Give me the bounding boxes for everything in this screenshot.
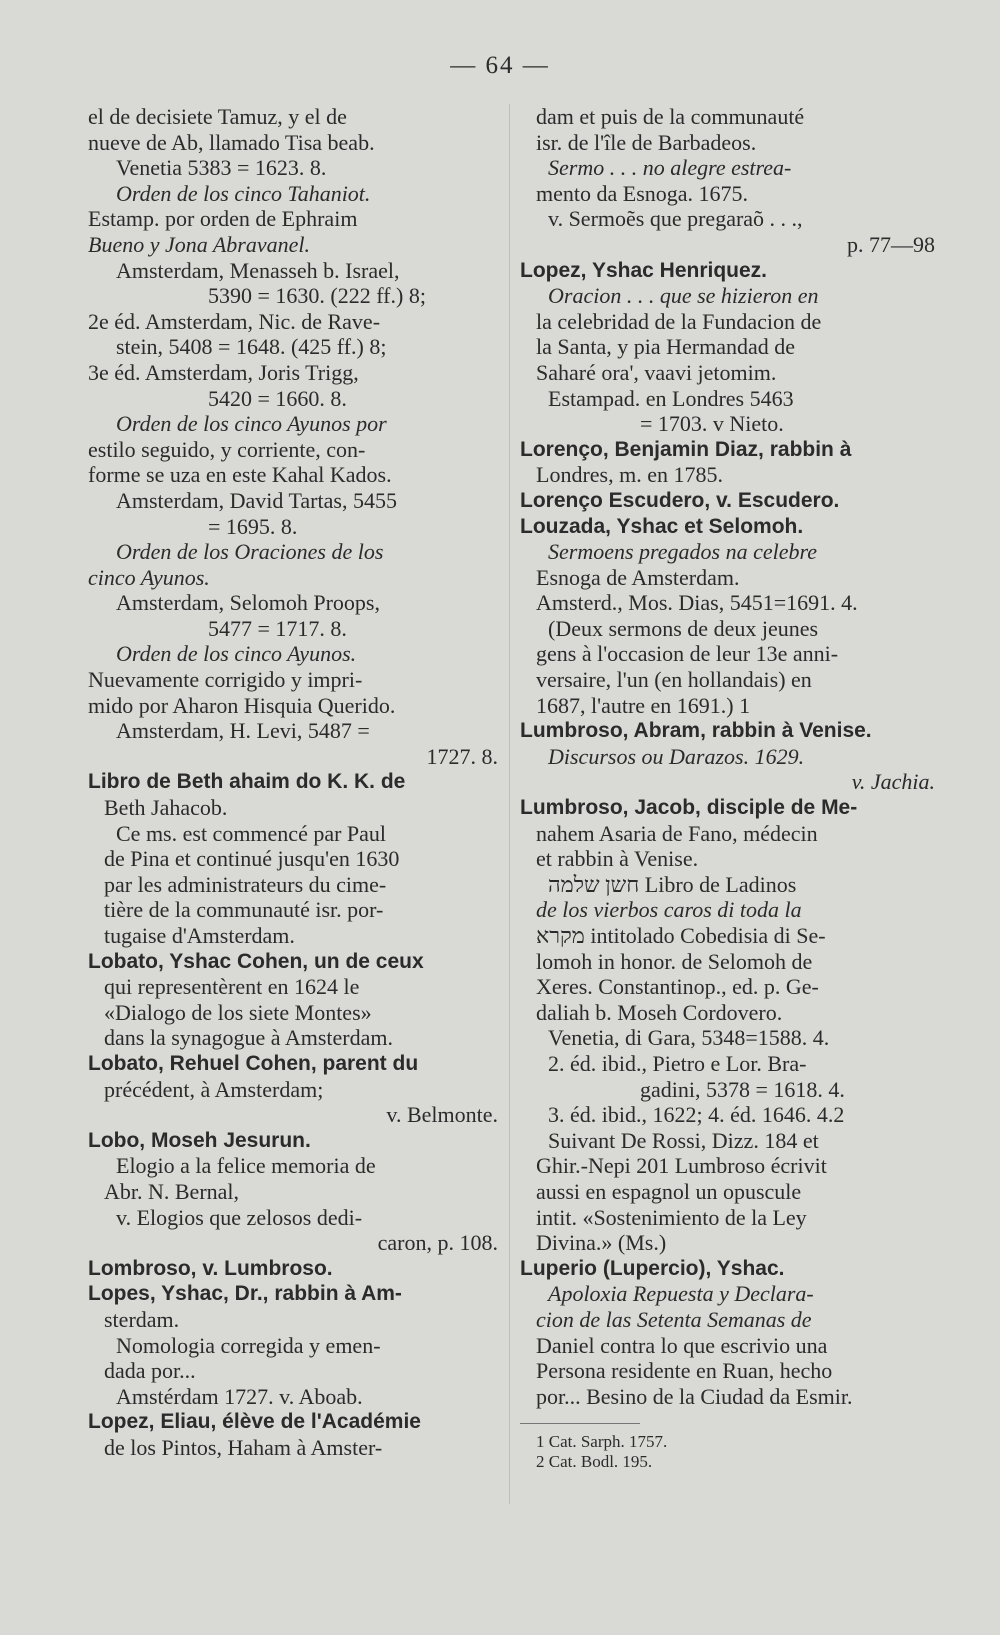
text-line: Estampad. en Londres 5463: [548, 385, 794, 411]
text-line: v. Elogios que zelosos dedi-: [116, 1204, 363, 1230]
text-line: Daniel contra lo que escrivio una: [536, 1332, 828, 1358]
entry-heading: Lobato, Yshac Cohen, un de ceux: [88, 949, 424, 973]
text-line: tière de la communauté isr. por-: [104, 897, 384, 923]
text-line: חשן שלמה Libro de Ladinos: [548, 871, 797, 897]
text-line: 3. éd. ibid., 1622; 4. éd. 1646. 4.2: [548, 1102, 845, 1128]
text-line: la Santa, y pia Hermandad de: [536, 334, 796, 360]
text-line: Ce ms. est commencé par Paul: [116, 820, 387, 846]
text-line: 1687, l'autre en 1691.) 1: [536, 692, 751, 718]
right-column: [520, 104, 935, 1472]
entry-heading: Libro de Beth ahaim do K. K. de: [88, 770, 406, 794]
text-line: Xeres. Constantinop., ed. p. Ge-: [536, 974, 819, 1000]
footnote-rule: [520, 1423, 640, 1424]
text-line: 3e éd. Amsterdam, Joris Trigg,: [88, 359, 359, 385]
entry-heading: Lorenço Escudero, v. Escudero.: [520, 488, 840, 512]
text-line: de Pina et continué jusqu'en 1630: [104, 846, 400, 872]
text-line: lomoh in honor. de Selomoh de: [536, 948, 813, 974]
text-line: = 1695. 8.: [208, 513, 298, 539]
entry-heading: Luperio (Lupercio), Yshac.: [520, 1256, 785, 1280]
text-line: «Dialogo de los siete Montes»: [104, 999, 372, 1025]
text-line: Venetia 5383 = 1623. 8.: [116, 155, 327, 181]
text-line: = 1703. v Nieto.: [640, 411, 784, 437]
text-line: v. Jachia.: [851, 769, 935, 795]
entry-heading: Lobo, Moseh Jesurun.: [88, 1128, 311, 1152]
text-line: par les administrateurs du cime-: [104, 871, 387, 897]
text-line: Saharé ora', vaavi jetomim.: [536, 359, 777, 385]
text-line: Londres, m. en 1785.: [536, 462, 723, 488]
text-line: por... Besino de la Ciudad da Esmir.: [536, 1383, 853, 1409]
text-line: forme se uza en este Kahal Kados.: [88, 462, 392, 488]
text-line: cinco Ayunos.: [88, 564, 210, 590]
entry-heading: Lorenço, Benjamin Diaz, rabbin à: [520, 437, 852, 461]
text-line: dans la synagogue à Amsterdam.: [104, 1025, 393, 1051]
text-line: dam et puis de la communauté: [536, 104, 805, 129]
text-line: (Deux sermons de deux jeunes: [548, 615, 819, 641]
text-line: caron, p. 108.: [377, 1230, 498, 1256]
text-line: v. Belmonte.: [386, 1102, 498, 1128]
text-line: Estamp. por orden de Ephraim: [88, 206, 358, 232]
text-line: aussi en espagnol un opuscule: [536, 1178, 802, 1204]
text-line: daliah b. Moseh Cordovero.: [536, 999, 783, 1025]
text-line: Esnoga de Amsterdam.: [536, 564, 740, 590]
text-line: Amsterd., Mos. Dias, 5451=1691. 4.: [536, 590, 858, 616]
column-divider: [509, 104, 510, 1504]
text-line: la celebridad de la Fundacion de: [536, 308, 822, 334]
text-line: Apoloxia Repuesta y Declara-: [548, 1281, 814, 1307]
text-line: estilo seguido, y corriente, con-: [88, 436, 366, 462]
text-line: Abr. N. Bernal,: [104, 1178, 240, 1204]
text-line: Nomologia corregida y emen-: [116, 1332, 381, 1358]
text-line: Bueno y Jona Abravanel.: [88, 231, 310, 257]
text-line: de los vierbos caros di toda la: [536, 897, 802, 923]
entry-heading: Lombroso, v. Lumbroso.: [88, 1256, 333, 1280]
text-line: isr. de l'île de Barbadeos.: [536, 129, 757, 155]
text-line: Amsterdam, Menasseh b. Israel,: [116, 257, 400, 283]
text-line: 5390 = 1630. (222 ff.) 8;: [208, 283, 426, 309]
text-line: tugaise d'Amsterdam.: [104, 923, 295, 948]
text-line: qui representèrent en 1624 le: [104, 974, 360, 1000]
text-line: de los Pintos, Haham à Amster-: [104, 1434, 383, 1460]
footnote: 1 Cat. Sarph. 1757.: [536, 1432, 668, 1452]
text-line: précédent, à Amsterdam;: [104, 1076, 324, 1102]
text-line: Orden de los cinco Tahaniot.: [116, 180, 371, 206]
entry-heading: Lumbroso, Jacob, disciple de Me-: [520, 796, 858, 820]
text-line: el de decisiete Tamuz, y el de: [88, 104, 347, 129]
text-line: Orden de los cinco Ayunos.: [116, 641, 357, 667]
text-line: Oracion . . . que se hizieron en: [548, 283, 819, 309]
text-line: sterdam.: [104, 1306, 180, 1332]
entry-heading: Lobato, Rehuel Cohen, parent du: [88, 1051, 419, 1075]
text-line: v. Sermoẽs que pregaraõ . . .,: [548, 206, 803, 232]
text-line: Suivant De Rossi, Dizz. 184 et: [548, 1127, 819, 1153]
text-line: Discursos ou Darazos. 1629.: [548, 743, 805, 769]
page-number: — 64 —: [450, 52, 550, 79]
text-line: et rabbin à Venise.: [536, 846, 699, 872]
text-line: Amsterdam, David Tartas, 5455: [116, 487, 397, 513]
text-line: mido por Aharon Hisquia Querido.: [88, 692, 396, 718]
text-line: intit. «Sostenimiento de la Ley: [536, 1204, 807, 1230]
entry-heading: Louzada, Yshac et Selomoh.: [520, 514, 804, 538]
text-line: Elogio a la felice memoria de: [116, 1153, 376, 1179]
text-line: versaire, l'un (en hollandais) en: [536, 667, 812, 693]
text-line: 5477 = 1717. 8.: [208, 615, 347, 641]
text-line: Amstérdam 1727. v. Aboab.: [116, 1383, 363, 1409]
text-line: Persona residente en Ruan, hecho: [536, 1358, 833, 1384]
text-line: Orden de los cinco Ayunos por: [116, 411, 387, 437]
text-line: Nuevamente corrigido y impri-: [88, 667, 363, 693]
entry-heading: Lopes, Yshac, Dr., rabbin à Am-: [88, 1282, 402, 1306]
text-line: Amsterdam, Selomoh Proops,: [116, 590, 380, 616]
text-line: Divina.» (Ms.): [536, 1230, 667, 1256]
text-line: Beth Jahacob.: [104, 795, 228, 821]
text-line: 1727. 8.: [426, 743, 498, 769]
entry-heading: Lopez, Eliau, élève de l'Académie: [88, 1410, 421, 1434]
footnote: 2 Cat. Bodl. 195.: [536, 1452, 653, 1472]
text-line: Venetia, di Gara, 5348=1588. 4.: [548, 1025, 830, 1051]
text-line: Sermoens pregados na celebre: [548, 539, 818, 565]
text-line: 5420 = 1660. 8.: [208, 385, 347, 411]
text-line: nueve de Ab, llamado Tisa beab.: [88, 129, 375, 155]
text-line: 2e éd. Amsterdam, Nic. de Rave-: [88, 308, 381, 334]
text-line: nahem Asaria de Fano, médecin: [536, 820, 818, 846]
text-line: gadini, 5378 = 1618. 4.: [640, 1076, 845, 1102]
entry-heading: Lopez, Yshac Henriquez.: [520, 258, 768, 282]
text-line: 2. éd. ibid., Pietro e Lor. Bra-: [548, 1050, 807, 1076]
text-line: Orden de los Oraciones de los: [116, 539, 384, 565]
text-line: Ghir.-Nepi 201 Lumbroso écrivit: [536, 1153, 827, 1179]
text-line: Sermo . . . no alegre estrea-: [548, 155, 792, 181]
text-line: מקרא intitolado Cobedisia di Se-: [536, 923, 826, 948]
text-line: cion de las Setenta Semanas de: [536, 1306, 812, 1332]
entry-heading: Lumbroso, Abram, rabbin à Venise.: [520, 719, 872, 743]
text-line: gens à l'occasion de leur 13e anni-: [536, 641, 839, 667]
text-line: p. 77—98: [847, 231, 935, 257]
text-line: dada por...: [104, 1358, 196, 1384]
text-line: Amsterdam, H. Levi, 5487 =: [116, 718, 370, 744]
left-column: [88, 104, 498, 1460]
text-line: stein, 5408 = 1648. (425 ff.) 8;: [116, 334, 387, 360]
text-line: mento da Esnoga. 1675.: [536, 180, 749, 206]
